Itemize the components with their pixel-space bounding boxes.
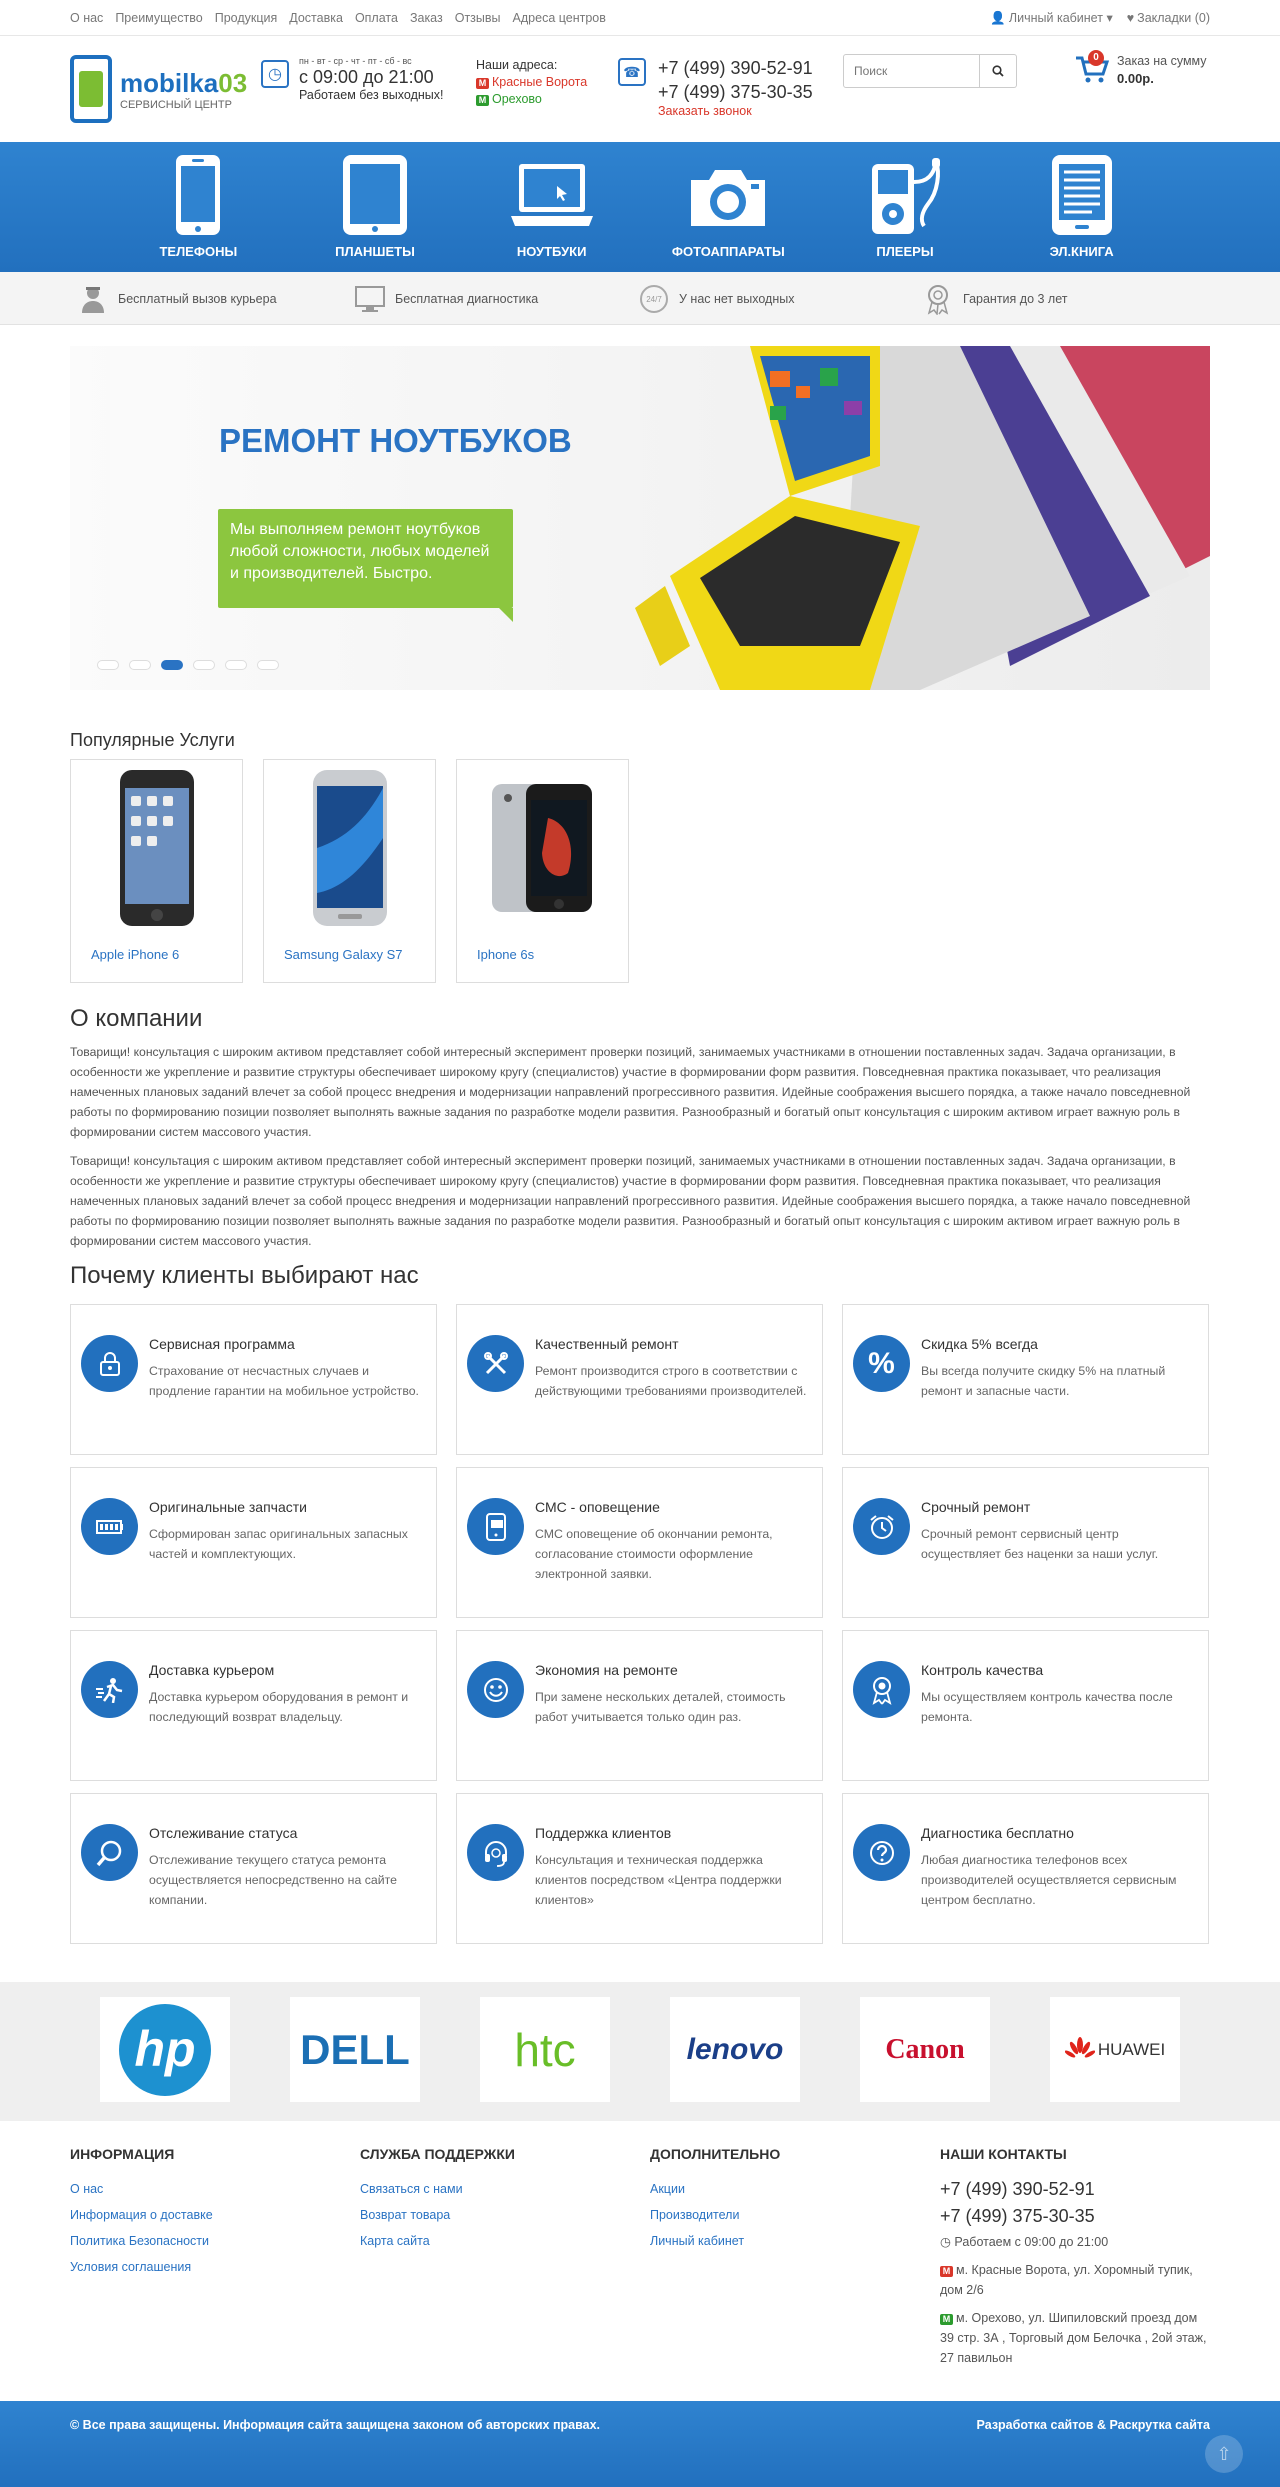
cart-count-badge: 0 [1088, 50, 1104, 66]
about-paragraph: Товарищи! консультация с широким активом представляет собой интересный эксперимент проверки позиций, занимаемых участниками в отношении поставленных задач. Задача организации, в особенности же укрепление и развитие структуры обеспечивает широкому кругу (специалистов) участие в формировании форм развития. Повседневная практика показывает, что реализация намеченных плановых заданий влечет за собой процесс внедрения и модернизации направлений прогрессивного развития. Идейные соображения высшего порядка, а также начало повседневной работы по формированию позиции позволяет выполнять важные задания по разработке модели развития. Разнообразный и богатый опыт консультация с широким активом играет важную роль в формировании систем массового участия. [70, 1154, 1191, 1248]
popular-title: Популярные Услуги [70, 730, 235, 750]
feature-card [70, 1793, 437, 1944]
cart-label: Заказ на сумму [1117, 54, 1207, 68]
top-bar [0, 0, 1280, 36]
work-note: Работаем без выходных! [299, 88, 444, 102]
product-card[interactable] [70, 759, 243, 983]
callback-link[interactable]: Заказать звонок [658, 104, 752, 118]
category-label: ПЛАНШЕТЫ [335, 244, 415, 259]
feature-card [842, 1467, 1209, 1618]
cart-sum: 0.00р. [1117, 71, 1154, 86]
bottom-bar [0, 2401, 1280, 2487]
category-players[interactable] [845, 142, 965, 272]
top-nav-item[interactable]: Отзывы [454, 11, 501, 25]
scroll-top-button[interactable] [1205, 2435, 1243, 2473]
about-title: О компании [70, 1005, 203, 1032]
feature-desc: Страхование от несчастных случаев и продление гарантии на мобильное устройство. [149, 1364, 419, 1398]
logo[interactable] [70, 55, 247, 123]
footer-col-extra [650, 2146, 940, 2368]
monitor-icon [353, 282, 387, 316]
brand-name: htc [514, 2023, 576, 2076]
feature-card [70, 1304, 437, 1455]
top-nav-item[interactable]: Оплата [354, 11, 398, 25]
slider-title: РЕМОНТ НОУТБУКОВ [219, 422, 572, 459]
courier-icon [76, 282, 110, 316]
feature-title: Сервисная программа [149, 1336, 295, 1352]
category-label: ЭЛ.КНИГА [1049, 244, 1114, 259]
tools-icon [467, 1335, 524, 1392]
user-icon: 👤 [990, 11, 1006, 25]
clock-icon: ◷ [940, 2235, 951, 2249]
logo-name: mobilka [120, 67, 219, 98]
footer-address: м. Красные Ворота, ул. Хоромный тупик, дом 2/6 [940, 2263, 1193, 2297]
feature-card [456, 1793, 823, 1944]
benefit-label: Бесплатная диагностика [395, 291, 539, 306]
footer-link[interactable]: Акции [650, 2182, 685, 2196]
feature-title: Срочный ремонт [921, 1499, 1031, 1515]
slider-dot[interactable] [193, 660, 215, 670]
hp-logo [117, 2002, 213, 2098]
search-icon [992, 65, 1004, 77]
courier-icon [81, 1661, 138, 1718]
headset-icon [467, 1824, 524, 1881]
slider-dot[interactable] [225, 660, 247, 670]
benefit-badge: 24/7 [646, 294, 662, 304]
bookmarks-link[interactable] [1127, 11, 1210, 25]
top-nav-item[interactable]: Преимущество [115, 11, 203, 25]
popular-services [70, 730, 1210, 983]
iphone-6s-image [488, 778, 598, 918]
logo-subtitle: СЕРВИСНЫЙ ЦЕНТР [120, 98, 232, 111]
benefits-strip [0, 272, 1280, 325]
product-name[interactable]: Samsung Galaxy S7 [284, 947, 403, 962]
top-nav-item[interactable]: Продукция [214, 11, 278, 25]
laptops-image [590, 346, 1210, 690]
feature-card [456, 1630, 823, 1781]
brand-logo-hp[interactable] [100, 1997, 230, 2102]
benefit-label: Бесплатный вызов курьера [118, 291, 277, 306]
brand-logo-huawei[interactable] [1050, 1997, 1180, 2102]
feature-title: СМС - оповещение [535, 1499, 660, 1515]
slider-dots [97, 660, 279, 670]
copyright: © Все права защищены. Информация сайта защищена законом об авторских правах. [70, 2418, 600, 2432]
product-name[interactable]: Iphone 6s [477, 947, 535, 962]
clock-icon: ◷ [261, 60, 289, 88]
benefit-item [353, 282, 637, 316]
benefit-label: У нас нет выходных [679, 291, 795, 306]
logo-phone-icon [70, 55, 112, 123]
metro-link-green[interactable]: Орехово [492, 92, 542, 106]
footer-link[interactable]: Информация о доставке [70, 2208, 213, 2222]
category-label: ПЛЕЕРЫ [876, 244, 934, 259]
search [843, 54, 1017, 88]
feature-title: Доставка курьером [149, 1662, 275, 1678]
footer-col-contacts [940, 2146, 1210, 2368]
award-icon [921, 282, 955, 316]
metro-icon: M [476, 95, 489, 106]
caret-down-icon: ▾ [1106, 11, 1113, 25]
footer-phone[interactable]: +7 (499) 375-30-35 [940, 2206, 1095, 2226]
feature-card [456, 1467, 823, 1618]
feature-card [70, 1630, 437, 1781]
phone-1[interactable]: +7 (499) 390-52-91 [658, 58, 813, 78]
smile-icon [467, 1661, 524, 1718]
why-section [70, 1262, 1210, 1944]
top-nav-item[interactable]: Адреса центров [512, 11, 606, 25]
iphone-image [117, 768, 197, 928]
brand-name: Canon [885, 2033, 965, 2065]
footer-address: м. Орехово, ул. Шипиловский проезд дом 39 стр. 3А , Торговый дом Белочка , 2ой этаж, 27 павильон [940, 2311, 1207, 2365]
footer [0, 2121, 1280, 2401]
search-button[interactable] [980, 54, 1017, 88]
footer-link[interactable]: Связаться с нами [360, 2182, 463, 2196]
feature-card [842, 1793, 1209, 1944]
product-card[interactable] [456, 759, 629, 983]
sms-icon [467, 1498, 524, 1555]
footer-link[interactable]: Личный кабинет [650, 2234, 745, 2248]
feature-desc: Отслеживание текущего статуса ремонта осуществляется непосредственно на сайте компании. [149, 1853, 397, 1907]
footer-link[interactable]: Условия соглашения [70, 2260, 192, 2274]
huawei-flower-icon [1065, 2037, 1095, 2063]
category-ebooks[interactable] [1022, 142, 1142, 272]
feature-desc: Сформирован запас оригинальных запасных частей и комплектующих. [149, 1527, 408, 1561]
feature-card [456, 1304, 823, 1455]
footer-heading: ДОПОЛНИТЕЛЬНО [650, 2146, 781, 2162]
smartphone-icon [173, 152, 223, 238]
cart[interactable] [1075, 54, 1207, 86]
footer-link[interactable]: Карта сайта [360, 2234, 430, 2248]
header [0, 36, 1280, 142]
footer-link[interactable]: Возврат товара [360, 2208, 451, 2222]
award-icon [853, 1661, 910, 1718]
metro-icon: M [940, 2314, 953, 2325]
category-bar [0, 142, 1280, 272]
feature-desc: СМС оповещение об окончании ремонта, согласование стоимости оформление электронной заявки. [535, 1527, 773, 1581]
feature-title: Диагностика бесплатно [921, 1825, 1074, 1841]
footer-link[interactable]: Производители [650, 2208, 740, 2222]
footer-heading: НАШИ КОНТАКТЫ [940, 2146, 1067, 2162]
slider-dot[interactable] [97, 660, 119, 670]
metro-icon: M [940, 2266, 953, 2277]
benefit-item [921, 282, 1067, 316]
category-cameras[interactable] [668, 142, 788, 272]
work-days: пн - вт - ср - чт - пт - сб - вс [299, 56, 412, 66]
slider-dot-active[interactable] [161, 660, 183, 670]
feature-desc: Консультация и техническая поддержка клиентов посредством «Центра поддержки клиентов» [535, 1853, 782, 1907]
product-name[interactable]: Apple iPhone 6 [91, 947, 180, 962]
feature-title: Скидка 5% всегда [921, 1336, 1038, 1352]
category-label: НОУТБУКИ [516, 244, 587, 259]
developer-link[interactable]: Разработка сайтов & Раскрутка сайта [976, 2418, 1210, 2432]
phone-icon: ☎ [618, 58, 646, 86]
brand-name: hp [134, 2020, 196, 2077]
addresses [476, 57, 587, 108]
benefit-item [637, 282, 921, 316]
footer-heading: СЛУЖБА ПОДДЕРЖКИ [360, 2146, 515, 2162]
top-nav-item[interactable]: Заказ [409, 11, 443, 25]
feature-card [70, 1467, 437, 1618]
feature-desc: При замене нескольких деталей, стоимость работ учитывается только один раз. [535, 1690, 786, 1724]
bookmarks-label: Закладки (0) [1137, 11, 1210, 25]
account-menu[interactable] [990, 10, 1112, 26]
arrow-up-icon: ⇧ [1216, 2443, 1232, 2464]
about-paragraph: Товарищи! консультация с широким активом представляет собой интересный эксперимент проверки позиций, занимаемых участниками в отношении поставленных задач. Задача организации, в особенности же укрепление и развитие структуры обеспечивает широкому кругу (специалистов) участие в формировании форм развития. Повседневная практика показывает, что реализация намеченных плановых заданий влечет за собой процесс внедрения и модернизации направлений прогрессивного развития. Идейные соображения высшего порядка, а также начало повседневной работы по формированию позиции позволяет выполнять важные задания по разработке модели развития. Разнообразный и богатый опыт консультация с широким активом играет важную роль в формировании систем массового участия. [70, 1045, 1191, 1139]
alarm-icon [853, 1498, 910, 1555]
feature-title: Контроль качества [921, 1662, 1044, 1678]
feature-desc: Мы осуществляем контроль качества после ремонта. [921, 1690, 1173, 1724]
brand-logo-canon[interactable] [860, 1997, 990, 2102]
brand-logo-dell[interactable] [290, 1997, 420, 2102]
category-phones[interactable] [138, 142, 258, 272]
account-label: Личный кабинет [1008, 11, 1103, 25]
question-icon [853, 1824, 910, 1881]
phone-2[interactable]: +7 (499) 375-30-35 [658, 82, 813, 102]
samsung-image [310, 768, 390, 928]
brand-logo-htc[interactable] [480, 1997, 610, 2102]
footer-phone[interactable]: +7 (499) 390-52-91 [940, 2179, 1095, 2199]
footer-col-info [70, 2146, 360, 2368]
working-hours [261, 56, 443, 102]
slider-text: Мы выполняем ремонт ноутбуков любой сложности, любых моделей и производителей. Быстро. [218, 509, 513, 608]
laptop-icon [509, 152, 595, 238]
feature-desc: Любая диагностика телефонов всех производителей осуществляется сервисным центром бесплатно. [921, 1853, 1177, 1907]
benefit-item [70, 282, 353, 316]
feature-title: Экономия на ремонте [535, 1662, 678, 1678]
about-section [70, 1005, 1210, 1251]
hero-slider[interactable] [70, 346, 1210, 690]
top-nav [70, 11, 606, 25]
feature-desc: Доставка курьером оборудования в ремонт и последующий возврат владельцу. [149, 1690, 409, 1724]
feature-desc: Ремонт производится строго в соответствии с действующими требованиями производителей. [535, 1364, 807, 1398]
work-time: с 09:00 до 21:00 [299, 67, 434, 87]
ebook-icon [1047, 152, 1117, 238]
feature-card [842, 1630, 1209, 1781]
feature-desc: Срочный ремонт сервисный центр осуществляет без наценки за наши услуг. [921, 1527, 1159, 1561]
lock-icon [81, 1335, 138, 1392]
brand-logo-lenovo[interactable] [670, 1997, 800, 2102]
feature-card [842, 1304, 1209, 1455]
metro-icon: M [476, 78, 489, 89]
logo-number: 03 [218, 67, 248, 98]
music-player-icon [862, 152, 948, 238]
footer-col-support [360, 2146, 650, 2368]
product-card[interactable] [263, 759, 436, 983]
slider-dot[interactable] [257, 660, 279, 670]
feature-title: Отслеживание статуса [149, 1825, 298, 1841]
search-icon [81, 1824, 138, 1881]
battery-icon [81, 1498, 138, 1555]
camera-icon [685, 152, 771, 238]
metro-link-red[interactable]: Красные Ворота [492, 75, 588, 89]
feature-title: Качественный ремонт [535, 1336, 679, 1352]
phones [618, 56, 813, 118]
percent-icon: % [853, 1335, 910, 1392]
footer-link[interactable]: Политика Безопасности [70, 2234, 210, 2248]
brand-name: lenovo [686, 2032, 784, 2066]
brand-name: DELL [300, 2025, 410, 2073]
category-laptops[interactable] [492, 142, 612, 272]
category-label: ТЕЛЕФОНЫ [159, 244, 238, 259]
heart-icon: ♥ [1126, 11, 1135, 25]
addresses-label: Наши адреса: [476, 58, 558, 72]
brands-strip [0, 1982, 1280, 2121]
category-tablets[interactable] [315, 142, 435, 272]
brand-name: HUAWEI [1097, 2039, 1166, 2059]
tablet-icon [340, 152, 410, 238]
footer-hours: Работаем с 09:00 до 21:00 [954, 2235, 1109, 2249]
feature-desc: Вы всегда получите скидку 5% на платный ремонт и запасные части. [921, 1364, 1166, 1398]
top-nav-item[interactable]: Доставка [289, 11, 343, 25]
search-input[interactable] [843, 54, 980, 88]
why-title: Почему клиенты выбирают нас [70, 1262, 419, 1289]
category-label: ФОТОАППАРАТЫ [671, 244, 785, 259]
benefit-label: Гарантия до 3 лет [963, 291, 1068, 306]
footer-heading: ИНФОРМАЦИЯ [70, 2146, 175, 2162]
slider-dot[interactable] [129, 660, 151, 670]
footer-link[interactable]: О нас [70, 2182, 104, 2196]
feature-title: Оригинальные запчасти [149, 1499, 307, 1515]
clock-24-icon [637, 282, 671, 316]
feature-title: Поддержка клиентов [535, 1825, 672, 1841]
top-nav-item[interactable]: О нас [70, 11, 104, 25]
